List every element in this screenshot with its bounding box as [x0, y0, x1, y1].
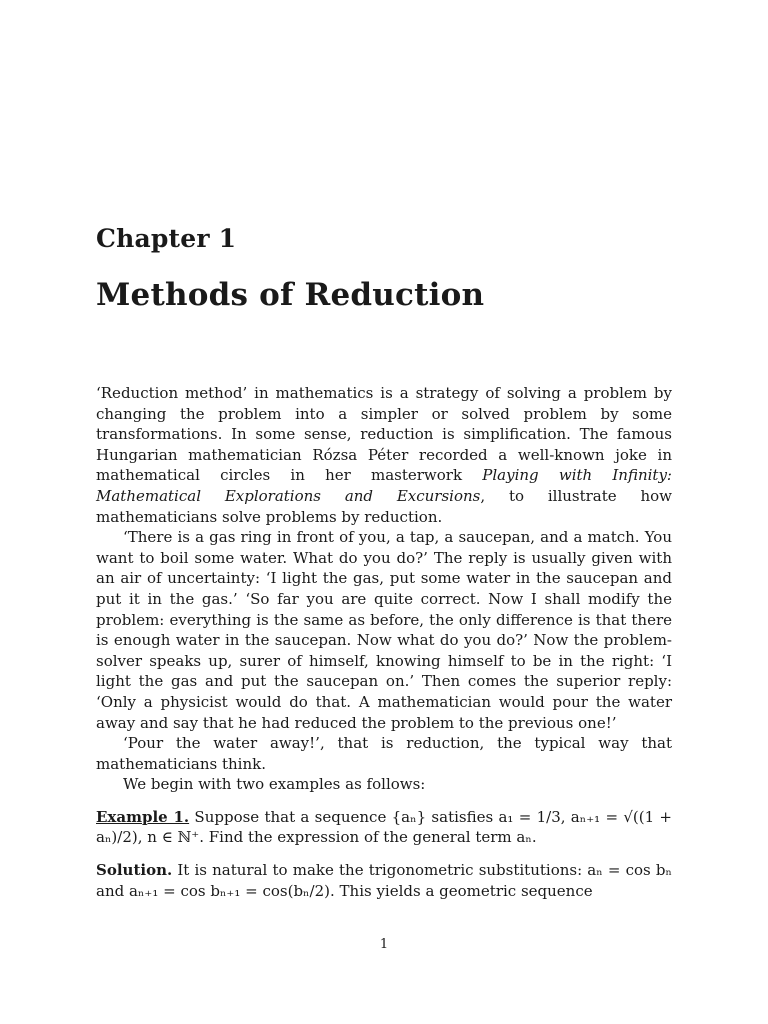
example-1	[96, 807, 672, 848]
chapter-title: Methods of Reduction	[96, 277, 485, 313]
intro-paragraph-4: We begin with two examples as follows:	[123, 775, 426, 794]
intro-paragraph-3: ‘Pour the water away!’, that is reduction, the typical way that mathematicians think.	[96, 734, 672, 773]
example-1-text: Suppose that a sequence {aₙ} satisfies a₁ = 1/3, aₙ₊₁ = √((1 + aₙ)/2), n ∈ ℕ⁺. Find the expression of the general term aₙ.	[96, 807, 673, 847]
intro-paragraph-1-text-a: ‘Reduction method’ in mathematics is a strategy of solving a problem by changing the problem into a simpler or solved problem by some transformations. In some sense, reduction is simplification. The famous Hungarian mathematician Rózsa Péter recorded a well-known joke in mathematical circles in her masterwork	[96, 384, 672, 485]
chapter-body	[96, 383, 672, 901]
book-title: Playing with Infinity: Mathematical Explorations and Excursions	[96, 466, 672, 505]
intro-paragraph-1	[96, 383, 672, 527]
solution-text: It is natural to make the trigonometric substitutions: aₙ = cos bₙ and aₙ₊₁ = cos bₙ₊₁ = cos(bₙ/2). This yields a geometric sequence	[96, 861, 672, 900]
example-1-label: Example 1.	[96, 807, 190, 826]
intro-paragraph-1-text-b: , to illustrate how mathematicians solve problems by reduction.	[96, 486, 672, 526]
page-number: 1	[379, 937, 389, 952]
intro-paragraph-2: ‘There is a gas ring in front of you, a tap, a saucepan, and a match. You want to boil some water. What do you do?’ The reply is usually given with an air of uncertainty: ‘I light the gas, put some water in the saucepan and put it in the gas.’ ‘So far you are quite correct. Now I shall modify the problem: everything is the same as before, the only difference is that there is enough water in the saucepan. Now what do you do?’ Now the problem-solver speaks up, surer of himself, knowing himself to be in the right: ‘I light the gas and put the saucepan on.’ Then comes the superior reply: ‘Only a physicist would do that. A mathematician would pour the water away and say that he had reduced the problem to the previous one!’	[96, 528, 672, 732]
chapter-label: Chapter 1	[96, 224, 237, 253]
solution	[96, 860, 672, 901]
solution-label: Solution.	[96, 861, 173, 880]
book-page	[96, 0, 672, 1024]
